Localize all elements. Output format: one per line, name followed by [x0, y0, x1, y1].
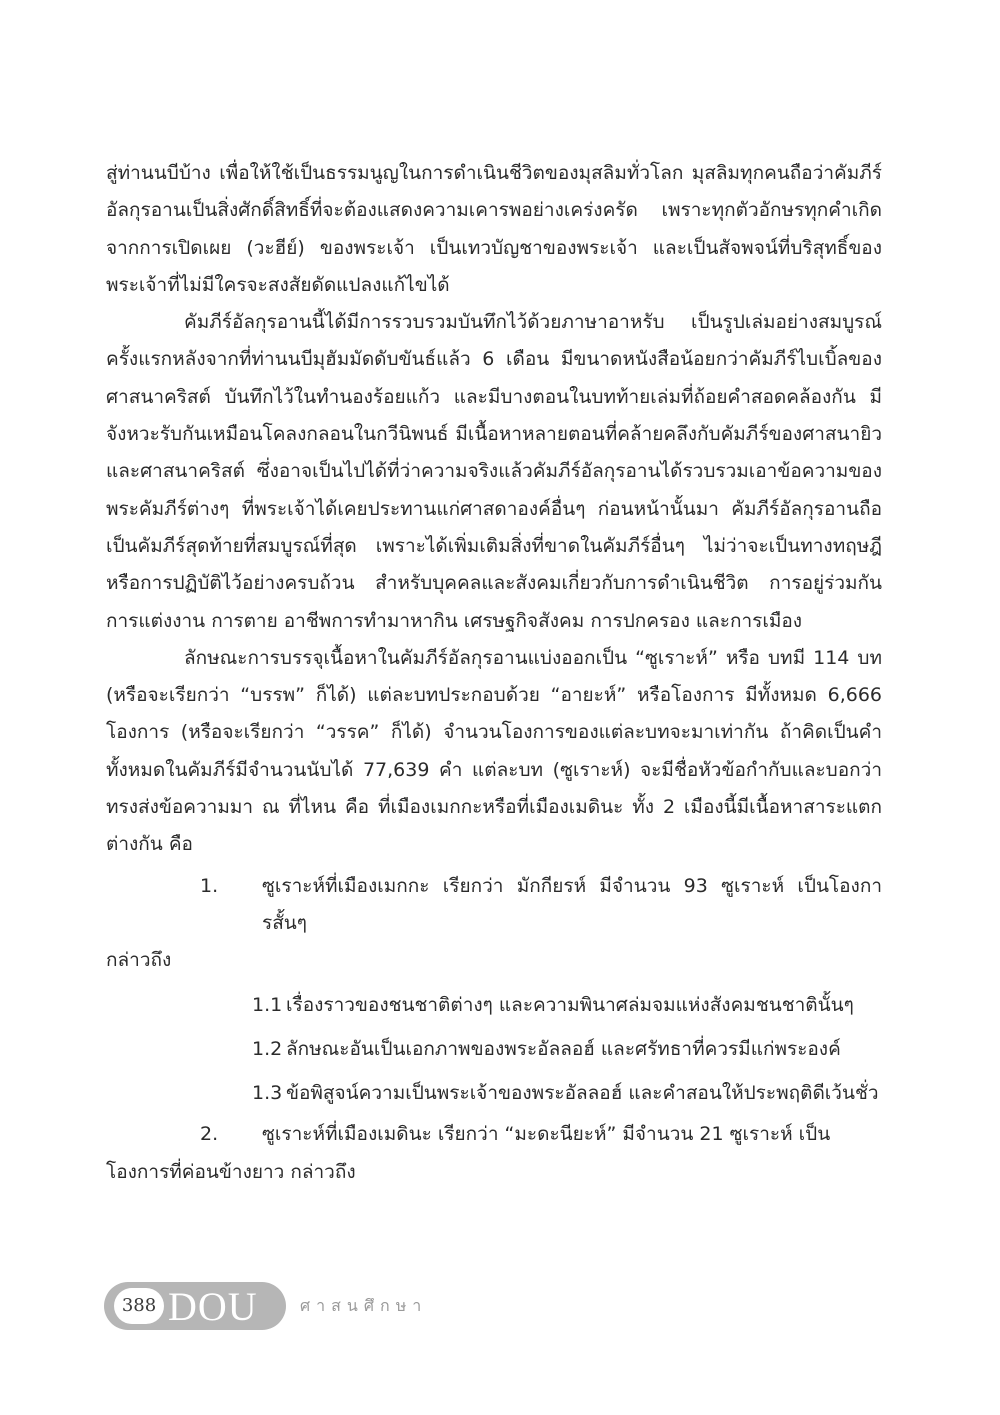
item-continuation: โองการที่ค่อนข้างยาว กล่าวถึง: [106, 1160, 356, 1183]
paragraph: คัมภีร์อัลกุรอานนี้ได้มีการรวบรวมบันทึกไว้ด้วยภาษาอาหรับ เป็นรูปเล่มอย่างสมบูรณ์ครั้งแรกหลังจากที่ท่านนบีมุฮัมมัดดับขันธ์แล้ว 6 เดือน มีขนาดหนังสือน้อยกว่าคัมภีร์ไบเบิ้ลของศาสนาคริสต์ บันทึกไว้ในทำนองร้อยแก้ว และมีบางตอนในบทท้ายเล่มที่ถ้อยคำสอดคล้องกัน มีจังหวะรับกันเหมือนโคลงกลอนในกวีนิพนธ์ มีเนื้อหาหลายตอนที่คล้ายคลึงกับคัมภีร์ของศาสนายิวและศาสนาคริสต์ ซึ่งอาจเป็นไปได้ที่ว่าความจริงแล้วคัมภีร์อัลกุรอานได้รวบรวมเอาข้อความของพระคัมภีร์ต่างๆ ที่พระเจ้าได้เคยประทานแก่ศาสดาองค์อื่นๆ ก่อนหน้านั้นมา คัมภีร์อัลกุรอานถือเป็นคัมภีร์สุดท้ายที่สมบูรณ์ที่สุด เพราะได้เพิ่มเติมสิ่งที่ขาดในคัมภีร์อื่นๆ ไม่ว่าจะเป็นทางทฤษฎีหรือการปฏิบัติไว้อย่างครบถ้วน สำหรับบุคคลและสังคมเกี่ยวกับการดำเนินชีวิต การอยู่ร่วมกัน การแต่งงาน การตาย อาชีพการทำมาหากิน เศรษฐกิจสังคม การปกครอง และการเมือง: [106, 311, 882, 632]
subitem-text: ข้อพิสูจน์ความเป็นพระเจ้าของพระอัลลอฮ์ และคำสอนให้ประพฤติดีเว้นชั่ว: [286, 1082, 879, 1105]
subitem: [252, 987, 882, 1024]
subitem: [252, 1075, 882, 1112]
paragraph: สู่ท่านนบีบ้าง เพื่อให้ใช้เป็นธรรมนูญในการดำเนินชีวิตของมุสลิมทั่วโลก มุสลิมทุกคนถือว่าคัมภีร์อัลกุรอานเป็นสิ่งศักดิ์สิทธิ์ที่จะต้องแสดงความเคารพอย่างเคร่งครัด เพราะทุกตัวอักษรทุกคำเกิดจากการเปิดเผย (วะฮีย์) ของพระเจ้า เป็นเทวบัญชาของพระเจ้า และเป็นสัจพจน์ที่บริสุทธิ์ของพระเจ้าที่ไม่มีใครจะสงสัยดัดแปลงแก้ไขได้: [106, 162, 882, 296]
subitem-text: เรื่องราวของชนชาติต่างๆ และความพินาศล่มจมแห่งสังคมชนชาตินั้นๆ: [286, 993, 854, 1016]
subitem: [252, 1031, 882, 1068]
numbered-item-2: [106, 1116, 882, 1191]
item-number: 2.: [200, 1123, 219, 1146]
subitem-number: 1.1: [252, 993, 283, 1016]
brand-logo: DOU: [168, 1284, 258, 1329]
page-number: 388: [114, 1288, 164, 1324]
footer-badge: [104, 1282, 286, 1330]
footer-subject: ศาสนศึกษา: [300, 1296, 428, 1315]
body-text: [106, 155, 882, 1191]
item-number: 1.: [200, 874, 219, 897]
subitem-number: 1.2: [252, 1037, 283, 1060]
item-continuation: กล่าวถึง: [106, 949, 172, 972]
item-text: ซูเราะห์ที่เมืองเมกกะ เรียกว่า มักกียรห์ มีจำนวน 93 ซูเราะห์ เป็นโองการสั้นๆ: [262, 874, 882, 934]
subitem-number: 1.3: [252, 1082, 283, 1105]
numbered-item-1: [106, 868, 882, 980]
paragraph: ลักษณะการบรรจุเนื้อหาในคัมภีร์อัลกุรอานแบ่งออกเป็น “ซูเราะห์” หรือ บทมี 114 บท (หรือจะเรียกว่า “บรรพ” ก็ได้) แต่ละบทประกอบด้วย “อายะห์” หรือโองการ มีทั้งหมด 6,666 โองการ (หรือจะเรียกว่า “วรรค” ก็ได้) จำนวนโองการของแต่ละบทจะมาเท่ากัน ถ้าคิดเป็นคำทั้งหมดในคัมภีร์มีจำนวนนับได้ 77,639 คำ แต่ละบท (ซูเราะห์) จะมีชื่อหัวข้อกำกับและบอกว่า ทรงส่งข้อความมา ณ ที่ไหน คือ ที่เมืองเมกกะหรือที่เมืองเมดินะ ทั้ง 2 เมืองนี้มีเนื้อหาสาระแตกต่างกัน คือ: [106, 646, 882, 856]
item-text: ซูเราะห์ที่เมืองเมดินะ เรียกว่า “มะดะนียะห์” มีจำนวน 21 ซูเราะห์ เป็น: [262, 1123, 831, 1146]
subitem-text: ลักษณะอันเป็นเอกภาพของพระอัลลอฮ์ และศรัทธาที่ควรมีแก่พระองค์: [286, 1037, 841, 1060]
